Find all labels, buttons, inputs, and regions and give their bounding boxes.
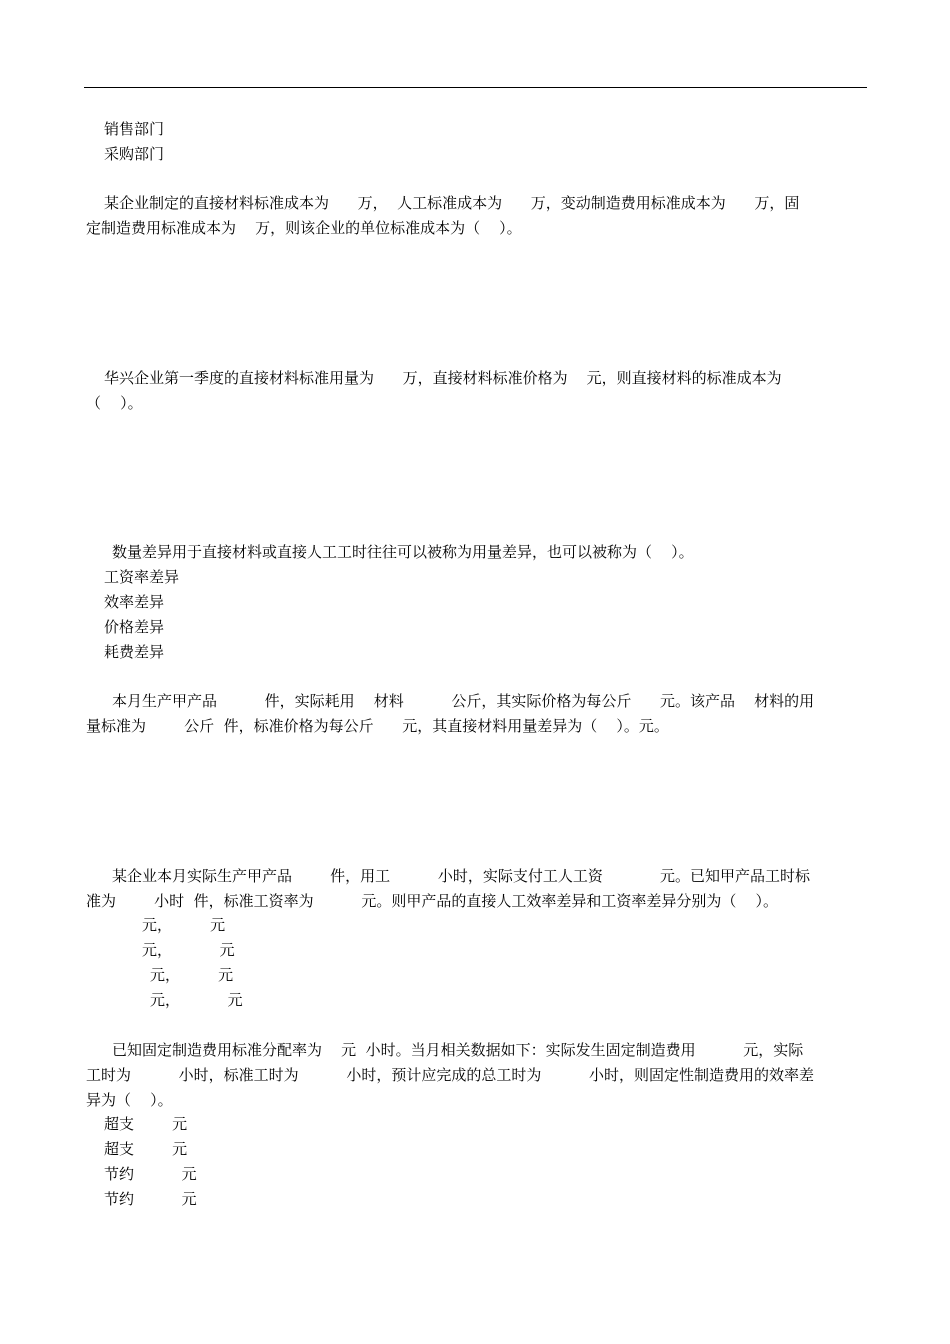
q1-line2: 定制造费用标准成本为 万，则该企业的单位标准成本为（ ）。	[86, 219, 522, 237]
option-purchase-dept: 采购部门	[104, 145, 165, 163]
q5-option-a: 元， 元	[142, 916, 226, 934]
q3-option-a: 工资率差异	[104, 568, 180, 586]
q3-option-c: 价格差异	[104, 618, 165, 636]
q6-option-c: 节约 元	[104, 1165, 197, 1183]
q6-option-b: 超支 元	[104, 1140, 188, 1158]
q4-line2: 量标准为 公斤 件，标准价格为每公斤 元，其直接材料用量差异为（ ）。元。	[86, 717, 669, 735]
q6-option-d: 节约 元	[104, 1190, 197, 1208]
q2-line2: （ ）。	[86, 394, 143, 412]
q6-line2: 工时为 小时，标准工时为 小时，预计应完成的总工时为 小时，则固定性制造费用的效率差	[86, 1066, 815, 1084]
q5-line2: 准为 小时 件，标准工资率为 元。则甲产品的直接人工效率差异和工资率差异分别为（ ）。	[86, 892, 778, 910]
q6-option-a: 超支 元	[104, 1115, 188, 1133]
q5-line1: 某企业本月实际生产甲产品 件，用工 小时，实际支付工人工资 元。已知甲产品工时标	[112, 867, 811, 885]
q3-stem: 数量差异用于直接材料或直接人工工时往往可以被称为用量差异，也可以被称为（ ）。	[112, 543, 694, 561]
q5-option-c: 元， 元	[150, 966, 234, 984]
q3-option-b: 效率差异	[104, 593, 165, 611]
option-sales-dept: 销售部门	[104, 120, 165, 138]
q6-line1: 已知固定制造费用标准分配率为 元 小时。当月相关数据如下：实际发生固定制造费用 元，实际	[112, 1041, 804, 1059]
q2-line1: 华兴企业第一季度的直接材料标准用量为 万，直接材料标准价格为 元，则直接材料的标准成本为	[104, 369, 782, 387]
q5-option-d: 元， 元	[150, 991, 243, 1009]
q3-option-d: 耗费差异	[104, 643, 165, 661]
q1-line1: 某企业制定的直接材料标准成本为 万， 人工标准成本为 万，变动制造费用标准成本为 万，固	[104, 194, 800, 212]
q6-line3: 异为（ ）。	[86, 1091, 173, 1109]
header-rule	[84, 87, 867, 88]
q5-option-b: 元， 元	[142, 941, 235, 959]
q4-line1: 本月生产甲产品 件，实际耗用 材料 公斤，其实际价格为每公斤 元。该产品 材料的用	[112, 692, 815, 710]
